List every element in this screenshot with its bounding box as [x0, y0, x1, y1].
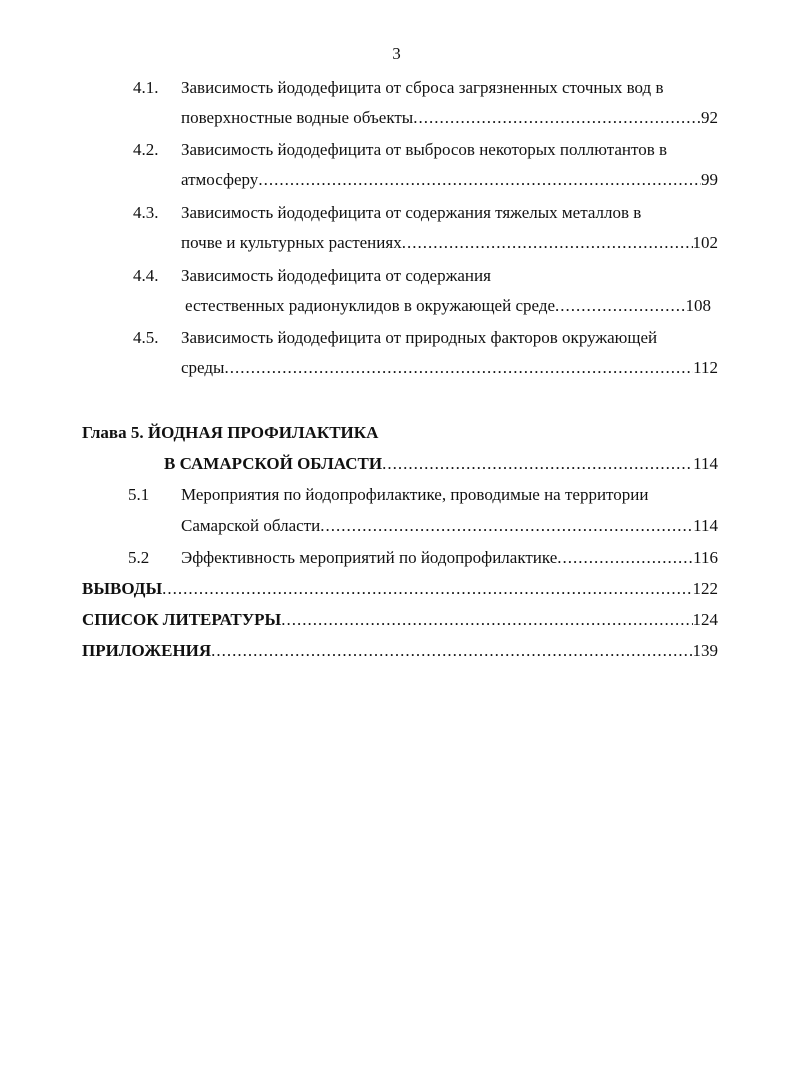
toc-entry-5-1[interactable] — [181, 516, 718, 536]
toc-title-conclusions: ВЫВОДЫ — [82, 579, 163, 598]
toc-entry-4-1[interactable] — [181, 108, 718, 128]
toc-title-5-1-line1: Мероприятия по йодопрофилактике, проводимые на территории — [181, 485, 649, 504]
toc-leader-dots — [402, 233, 693, 253]
section-number-4-2: 4.2. — [133, 140, 159, 159]
toc-leader-dots — [258, 170, 701, 190]
toc-title-appendices: ПРИЛОЖЕНИЯ — [82, 641, 212, 660]
section-number-5-1: 5.1 — [128, 485, 150, 504]
toc-page-4-2: 99 — [701, 170, 718, 189]
toc-page-references: 124 — [692, 610, 718, 629]
toc-entry-4-2[interactable] — [181, 170, 718, 190]
section-number-4-5: 4.5. — [133, 328, 159, 347]
toc-title-references: СПИСОК ЛИТЕРАТУРЫ — [82, 610, 282, 629]
section-number-4-4: 4.4. — [133, 266, 159, 285]
toc-entry-5-2[interactable] — [181, 548, 718, 568]
toc-entry-references[interactable] — [82, 610, 718, 630]
toc-title-4-3-line1: Зависимость йододефицита от содержания тяжелых металлов в — [181, 203, 642, 222]
toc-title-5-1-line2: Самарской области — [181, 516, 321, 535]
toc-page-4-1: 92 — [701, 108, 718, 127]
toc-page-chapter-5: 114 — [693, 454, 718, 473]
toc-title-4-3-line2: почве и культурных растениях — [181, 233, 402, 252]
toc-entry-4-3[interactable] — [181, 233, 718, 253]
toc-title-4-5-line2: среды — [181, 358, 225, 377]
section-number-4-3: 4.3. — [133, 203, 159, 222]
toc-leader-dots — [162, 579, 692, 599]
chapter-5-heading: Глава 5. ЙОДНАЯ ПРОФИЛАКТИКА — [82, 423, 379, 442]
toc-leader-dots — [382, 454, 693, 474]
toc-title-4-2-line1: Зависимость йододефицита от выбросов некоторых поллютантов в — [181, 140, 667, 159]
toc-page-4-5: 112 — [693, 358, 718, 377]
toc-title-5-2: Эффективность мероприятий по йодопрофилактике — [181, 548, 558, 567]
toc-leader-dots — [281, 610, 692, 630]
section-number-5-2: 5.2 — [128, 548, 150, 567]
toc-leader-dots — [557, 548, 693, 568]
page-number: 3 — [392, 44, 401, 63]
toc-page-5-2: 116 — [693, 548, 718, 567]
toc-leader-dots — [320, 516, 693, 536]
toc-entry-4-5[interactable] — [181, 358, 718, 378]
toc-page-5-1: 114 — [693, 516, 718, 535]
toc-page-appendices: 139 — [692, 641, 718, 660]
toc-title-4-5-line1: Зависимость йододефицита от природных факторов окружающей — [181, 328, 658, 347]
chapter-5-subtitle: В САМАРСКОЙ ОБЛАСТИ — [164, 454, 383, 473]
toc-entry-appendices[interactable] — [82, 641, 718, 661]
toc-page-4-4: 108 — [685, 296, 711, 315]
toc-title-4-1-line1: Зависимость йододефицита от сброса загрязненных сточных вод в — [181, 78, 664, 97]
toc-leader-dots — [224, 358, 693, 378]
toc-page-4-3: 102 — [692, 233, 718, 252]
toc-leader-dots — [211, 641, 692, 661]
toc-title-4-1-line2: поверхностные водные объекты — [181, 108, 414, 127]
toc-title-4-2-line2: атмосферу — [181, 170, 259, 189]
toc-page-conclusions: 122 — [692, 579, 718, 598]
toc-title-4-4-line1: Зависимость йододефицита от содержания — [181, 266, 491, 285]
toc-entry-conclusions[interactable] — [82, 579, 718, 599]
section-number-4-1: 4.1. — [133, 78, 159, 97]
toc-title-4-4-line2: естественных радионуклидов в окружающей среде — [185, 296, 556, 315]
toc-entry-4-4[interactable] — [185, 296, 711, 316]
toc-leader-dots — [555, 296, 685, 316]
toc-leader-dots — [413, 108, 701, 128]
toc-entry-chapter-5[interactable] — [164, 454, 718, 474]
